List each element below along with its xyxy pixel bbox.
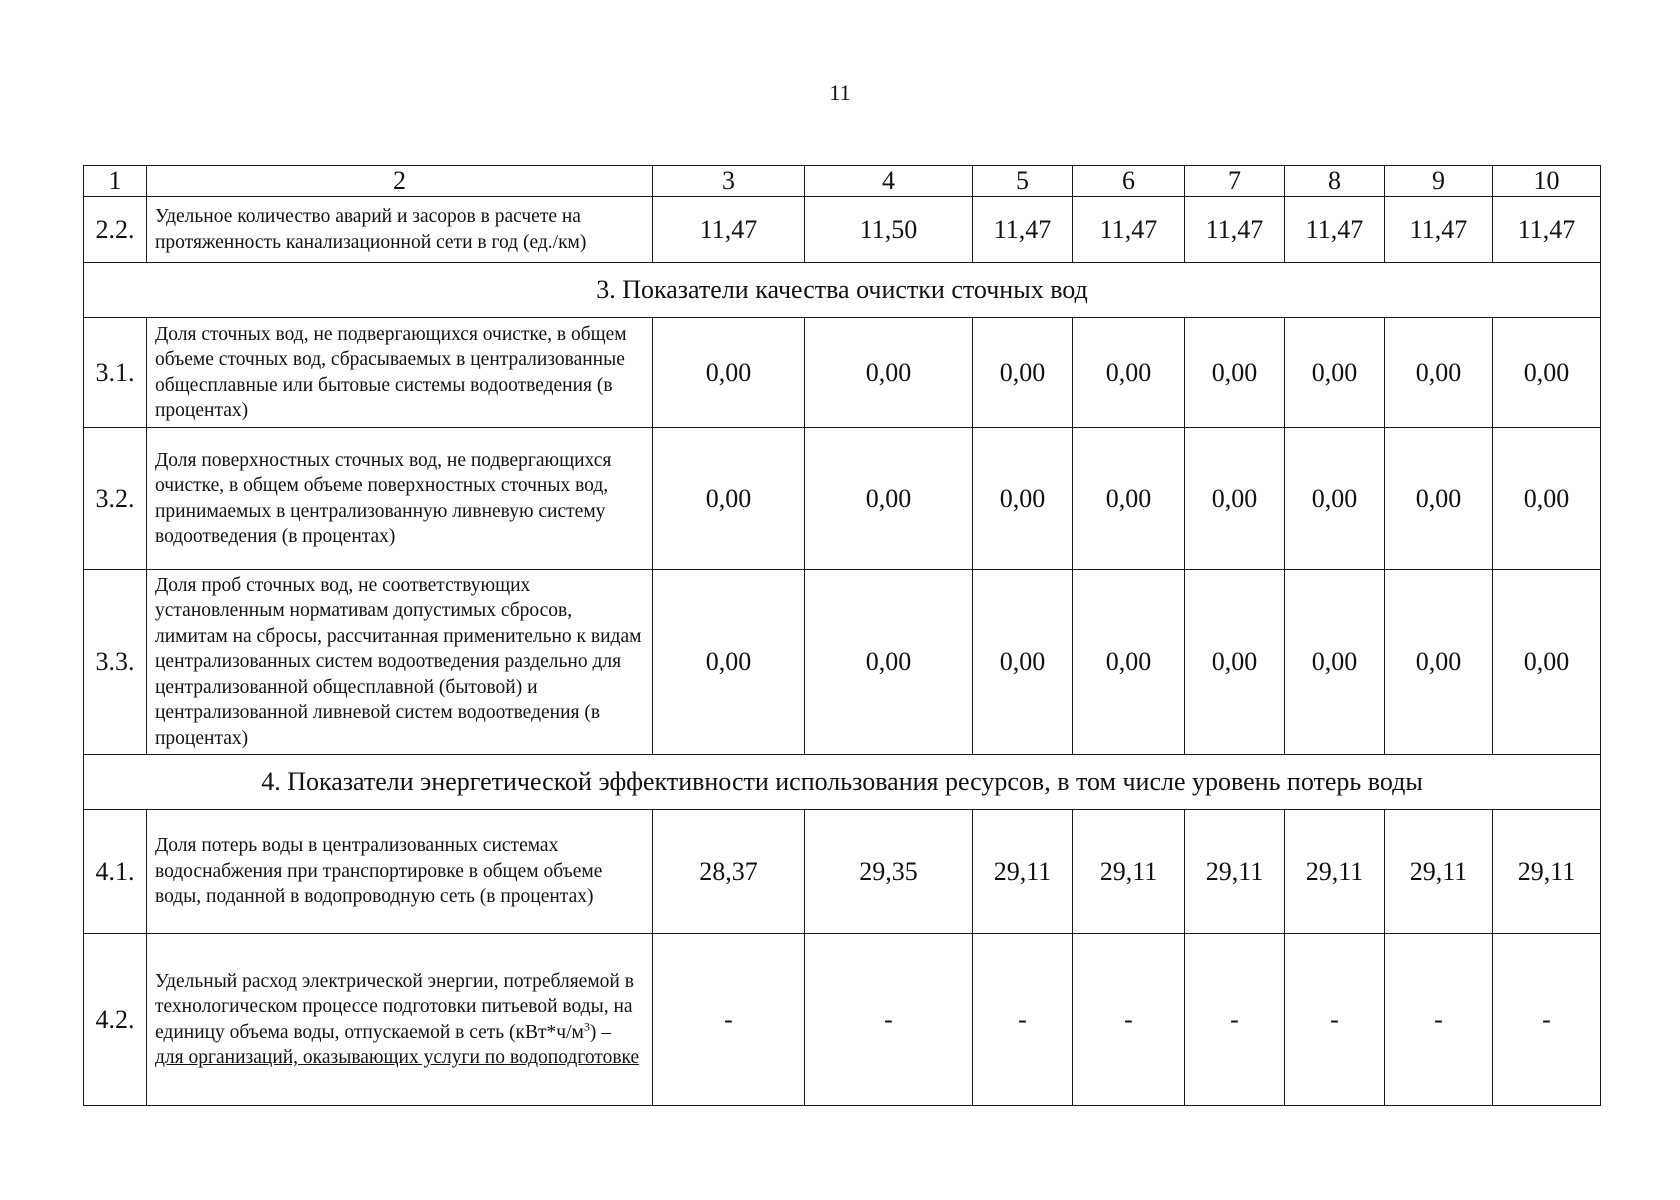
header-cell: 4 [805,166,973,197]
row-description: Доля сточных вод, не подвергающихся очистке, в общем объеме сточных вод, сбрасываемых в централизованные общесплавные или бытовые системы водоотведения (в процентах) [147,318,653,428]
row-number: 3.1. [84,318,147,428]
table-row [84,428,1601,570]
value-cell: 0,00 [1493,318,1601,428]
value-cell: 0,00 [805,428,973,570]
row-description: Доля потерь воды в централизованных системах водоснабжения при транспортировке в общем объеме воды, поданной в водопроводную сеть (в процентах) [147,810,653,934]
value-cell: 0,00 [1385,318,1493,428]
value-cell: 0,00 [1185,318,1285,428]
row-description: Доля поверхностных сточных вод, не подвергающихся очистке, в общем объеме поверхностных сточных вод, принимаемых в централизованную ливневую систему водоотведения (в процентах) [147,428,653,570]
superscript-text: 3 [583,1019,590,1033]
section-row [84,755,1601,810]
value-cell: 0,00 [805,570,973,755]
description-text: ) – [589,1021,611,1043]
header-cell: 9 [1385,166,1493,197]
value-cell: 0,00 [1185,428,1285,570]
section-title: 3. Показатели качества очистки сточных вод [84,263,1601,318]
value-cell: 0,00 [1073,318,1185,428]
value-cell: - [1493,934,1601,1106]
row-number: 4.2. [84,934,147,1106]
header-cell: 3 [653,166,805,197]
value-cell: 29,11 [1493,810,1601,934]
value-cell: 0,00 [653,318,805,428]
value-cell: 29,35 [805,810,973,934]
header-cell: 5 [973,166,1073,197]
value-cell: - [1385,934,1493,1106]
row-number: 2.2. [84,197,147,263]
value-cell: 0,00 [1493,428,1601,570]
header-row [84,166,1601,197]
row-number: 4.1. [84,810,147,934]
value-cell: 11,50 [805,197,973,263]
value-cell: 0,00 [1073,570,1185,755]
value-cell: 11,47 [1073,197,1185,263]
value-cell: 0,00 [653,428,805,570]
value-cell: 0,00 [1385,570,1493,755]
value-cell: 29,11 [1073,810,1185,934]
header-cell: 1 [84,166,147,197]
value-cell: 0,00 [973,570,1073,755]
value-cell: - [973,934,1073,1106]
value-cell: 29,11 [1385,810,1493,934]
value-cell: 28,37 [653,810,805,934]
table-row [84,197,1601,263]
row-number: 3.2. [84,428,147,570]
value-cell: 29,11 [1285,810,1385,934]
value-cell: 0,00 [1073,428,1185,570]
row-description: Удельное количество аварий и засоров в расчете на протяженность канализационной сети в год (ед./км) [147,197,653,263]
section-title: 4. Показатели энергетической эффективности использования ресурсов, в том числе уровень потерь воды [84,755,1601,810]
section-row [84,263,1601,318]
row-number: 3.3. [84,570,147,755]
value-cell: 11,47 [1285,197,1385,263]
header-cell: 7 [1185,166,1285,197]
value-cell: 11,47 [653,197,805,263]
value-cell: 11,47 [1385,197,1493,263]
value-cell: 0,00 [973,428,1073,570]
row-description: Доля проб сточных вод, не соответствующих установленным нормативам допустимых сбросов, лимитам на сбросы, рассчитанная применительно к видам централизованных систем водоотведения раздельно для централизованной общесплавной (бытовой) и централизованной ливневой систем водоотведения (в процентах) [147,570,653,755]
value-cell: 0,00 [973,318,1073,428]
value-cell: 11,47 [1493,197,1601,263]
header-cell: 8 [1285,166,1385,197]
value-cell: 0,00 [653,570,805,755]
value-cell: 0,00 [1285,318,1385,428]
indicators-table [83,165,1601,1106]
value-cell: 29,11 [973,810,1073,934]
underlined-text: для организаций, оказывающих услуги по водоподготовке [155,1047,640,1068]
value-cell: 0,00 [1385,428,1493,570]
value-cell: 0,00 [1493,570,1601,755]
value-cell: 0,00 [805,318,973,428]
value-cell: - [653,934,805,1106]
value-cell: 11,47 [1185,197,1285,263]
value-cell: - [1185,934,1285,1106]
table-row [84,318,1601,428]
value-cell: - [1285,934,1385,1106]
value-cell: - [805,934,973,1106]
header-cell: 6 [1073,166,1185,197]
table-row [84,570,1601,755]
header-cell: 10 [1493,166,1601,197]
value-cell: - [1073,934,1185,1106]
value-cell: 0,00 [1285,570,1385,755]
value-cell: 0,00 [1185,570,1285,755]
value-cell: 0,00 [1285,428,1385,570]
page-number: 11 [829,80,851,105]
header-cell: 2 [147,166,653,197]
description-text: Удельный расход электрической энергии, потребляемой в технологическом процессе подготовки питьевой воды, на единицу объема воды, отпускаемой в сеть (кВт*ч/м [155,970,634,1043]
table-row [84,810,1601,934]
table-row [84,934,1601,1106]
value-cell: 29,11 [1185,810,1285,934]
value-cell: 11,47 [973,197,1073,263]
row-description [147,934,653,1106]
